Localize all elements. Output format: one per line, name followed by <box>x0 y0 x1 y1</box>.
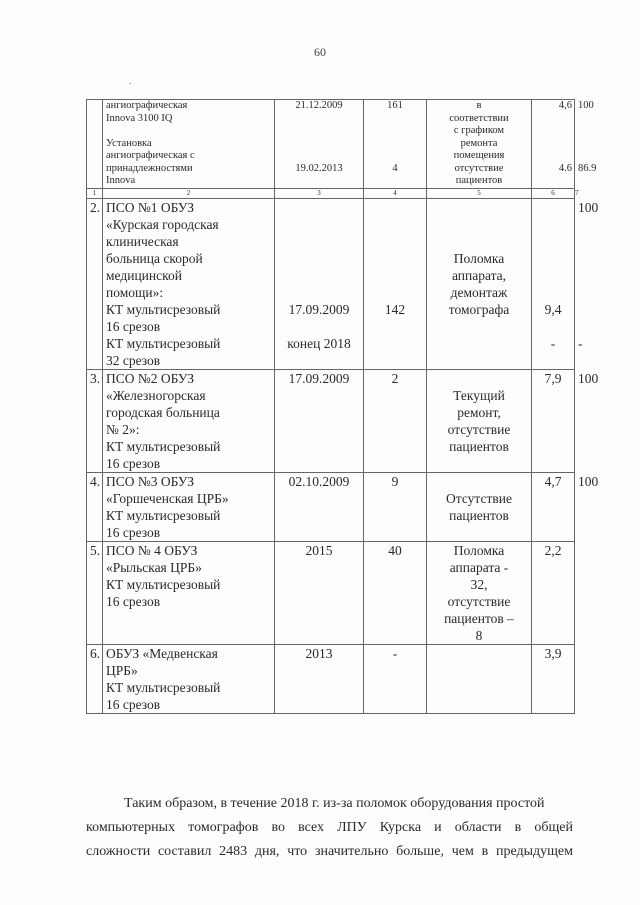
col6-value: 9,4 <box>544 301 562 317</box>
equipment-line: клиническая <box>106 233 179 249</box>
column-number: 5 <box>427 188 532 198</box>
equipment-line: КТ мультисрезовый <box>106 679 221 695</box>
cell-days <box>364 198 427 369</box>
equipment-line: «Железногорская <box>106 387 206 403</box>
cell-col6: 7,9 <box>532 369 575 472</box>
reason-line: с графиком <box>453 125 505 136</box>
page-number: 60 <box>314 45 326 59</box>
reason-line: томографа <box>448 301 510 317</box>
reason-line: Текущий <box>453 387 505 403</box>
equipment-line: 16 срезов <box>106 318 161 334</box>
equipment-line: ОБУЗ «Медвенская <box>106 645 218 661</box>
equipment-line: «Горшеченская ЦРБ» <box>106 490 229 506</box>
table-row: 4. ПСО №3 ОБУЗ «Горшеченская ЦРБ» КТ мультисрезовый 16 срезов 02.10.2009 9 Отсутствие пациентов 4,7 100 <box>87 472 575 541</box>
equipment-line: городская больница <box>106 404 220 420</box>
row-number: 5. <box>87 541 103 644</box>
equipment-line: Установка <box>106 137 152 149</box>
cell-date: 2015 <box>275 541 364 644</box>
cell-equipment <box>103 100 275 189</box>
cell-equipment <box>103 369 275 472</box>
col6-value: - <box>550 335 556 351</box>
cell-reason <box>427 198 532 369</box>
column-number: 1 <box>87 188 103 198</box>
equipment-line: Innova <box>106 175 136 186</box>
cell-days: 40 <box>364 541 427 644</box>
table-row <box>87 541 575 644</box>
cell-date: 02.10.2009 <box>275 472 364 541</box>
reason-line: 8 <box>475 627 483 643</box>
cell-reason <box>427 472 532 541</box>
date-value: 21.12.2009 <box>295 100 343 111</box>
reason-line: отсутствие <box>447 593 511 609</box>
stray-mark: . <box>129 76 132 87</box>
equipment-line: 32 срезов <box>106 352 161 368</box>
reason-line: демонтаж <box>450 284 508 300</box>
equipment-line: 16 срезов <box>106 593 161 609</box>
equipment-line: ПСО №3 ОБУЗ <box>106 473 195 489</box>
column-number: 3 <box>275 188 364 198</box>
reason-line: аппарата, <box>451 267 507 283</box>
cell-days: 9 <box>364 472 427 541</box>
equipment-line: 16 срезов <box>106 455 161 471</box>
cell-col6 <box>532 100 575 189</box>
equipment-line: ангиографическая <box>106 100 188 111</box>
equipment-line: помощи»: <box>106 284 164 300</box>
cell-reason <box>427 100 532 189</box>
reason-line: пациентов <box>449 438 509 454</box>
days-value: 4 <box>392 162 398 174</box>
spacer <box>430 473 528 490</box>
reason-line: Отсутствие <box>446 490 512 506</box>
reason-line: соответствии <box>449 112 509 124</box>
col6-value: 4.6 <box>558 162 572 174</box>
equipment-line: «Курская городская <box>106 216 219 232</box>
equipment-line: медицинской <box>106 267 182 283</box>
equipment-line: КТ мультисрезовый <box>106 576 221 592</box>
cell-num <box>87 100 103 189</box>
cell-date: 17.09.2009 <box>275 369 364 472</box>
reason-line: отсутствие <box>447 421 511 437</box>
reason-line: ремонт, <box>457 404 501 420</box>
spacer <box>430 199 528 250</box>
cell-col6: 3,9 <box>532 644 575 713</box>
spacer <box>367 199 423 301</box>
column-number: 2 <box>103 188 275 198</box>
cell-col6: 4,7 <box>532 472 575 541</box>
cell-date <box>275 100 364 189</box>
paragraph-line: компьютерных томографов во всех ЛПУ Курска и области в общей <box>86 820 573 835</box>
reason-line: Поломка <box>453 542 505 558</box>
cell-date: 2013 <box>275 644 364 713</box>
reason-line: 32, <box>470 576 488 592</box>
cell-col6: 2,2 <box>532 541 575 644</box>
table-row: 2. ПСО №1 ОБУЗ «Курская городская клиническая больница скорой медицинской помощи»: КТ мультисрезовый 16 срезов КТ мультисрезовый 32 срезов 17.09.2009 конец 2018 142 Поломка аппарата, демонтаж томографа 9,4 - 100 - <box>87 198 575 369</box>
equipment-line: ПСО №2 ОБУЗ <box>106 370 195 386</box>
reason-line: пациентов – <box>444 610 514 626</box>
cell-days: 2 <box>364 369 427 472</box>
cell-equipment <box>103 644 275 713</box>
reason-line: ремонта <box>460 137 498 149</box>
col6-value: 4,6 <box>558 100 572 111</box>
equipment-line: КТ мультисрезовый <box>106 438 221 454</box>
equipment-line: больница скорой <box>106 250 203 266</box>
column-number: 6 <box>532 188 575 198</box>
row-number: 3. <box>87 369 103 472</box>
spacer <box>430 370 528 387</box>
paragraph-line: Таким образом, в течение 2018 г. из-за поломок оборудования простой <box>124 796 545 811</box>
reason-line: отсутствие <box>454 162 504 174</box>
spacer <box>367 113 423 163</box>
row-number: 4. <box>87 472 103 541</box>
spacer <box>278 199 360 301</box>
equipment-line: № 2»: <box>106 421 140 437</box>
cell-reason <box>427 369 532 472</box>
equipment-line: КТ мультисрезовый <box>106 335 221 351</box>
equipment-line: ПСО № 4 ОБУЗ <box>106 542 198 558</box>
equipment-line: 16 срезов <box>106 696 161 712</box>
cell-col6 <box>532 198 575 369</box>
cell-days <box>364 100 427 189</box>
equipment-line: Innova 3100 IQ <box>106 112 173 124</box>
cell-equipment <box>103 472 275 541</box>
reason-line: помещения <box>453 150 505 161</box>
equipment-line: КТ мультисрезовый <box>106 301 221 317</box>
cell-days: - <box>364 644 427 713</box>
conclusion-paragraph <box>86 792 573 864</box>
cell-reason <box>427 644 532 713</box>
table-row-continued: ангиографическая Innova 3100 IQ Установка ангиографическая с принадлежностями Innova 21.12.2009 19.02.2013 161 4 в соответствии с графиком ремонта помещения отсутствие пациентов 4,6 4.6 100 86.9 <box>87 100 575 189</box>
spacer <box>106 125 271 138</box>
equipment-line: КТ мультисрезовый <box>106 507 221 523</box>
reason-line: Поломка <box>453 250 505 266</box>
equipment-line: ангиографическая с <box>106 150 195 161</box>
table-row <box>87 644 575 713</box>
spacer <box>535 199 571 301</box>
reason-line: в <box>476 100 482 111</box>
cell-date <box>275 198 364 369</box>
days-value: 161 <box>387 100 403 111</box>
spacer <box>535 113 572 163</box>
days-value: 142 <box>384 301 406 317</box>
spacer <box>535 318 571 335</box>
date-value: 17.09.2009 <box>288 301 350 317</box>
date-value: 19.02.2013 <box>295 162 343 174</box>
spacer <box>278 113 360 163</box>
column-number-row: 1 2 3 4 5 6 7 <box>87 188 575 198</box>
spacer <box>278 318 360 335</box>
paragraph-line: сложности составил 2483 дня, что значительно больше, чем в предыдущем <box>86 844 573 859</box>
equipment-line: «Рыльская ЦРБ» <box>106 559 202 575</box>
equipment-table <box>86 99 599 714</box>
equipment-line: принадлежностями <box>106 162 193 174</box>
reason-line: аппарата - <box>449 559 509 575</box>
date-value: конец 2018 <box>287 335 351 351</box>
equipment-line: ПСО №1 ОБУЗ <box>106 199 195 215</box>
row-number: 6. <box>87 644 103 713</box>
reason-line: пациентов <box>449 507 509 523</box>
row-number: 2. <box>87 198 103 369</box>
reason-line: пациентов <box>455 175 503 186</box>
equipment-line: ЦРБ» <box>106 662 138 678</box>
table-row: 3. ПСО №2 ОБУЗ «Железногорская городская больница № 2»: КТ мультисрезовый 16 срезов 17.09.2009 2 Текущий ремонт, отсутствие пациентов 7,9 100 <box>87 369 575 472</box>
cell-reason <box>427 541 532 644</box>
cell-equipment <box>103 541 275 644</box>
column-number: 4 <box>364 188 427 198</box>
cell-equipment <box>103 198 275 369</box>
equipment-line: 16 срезов <box>106 524 161 540</box>
